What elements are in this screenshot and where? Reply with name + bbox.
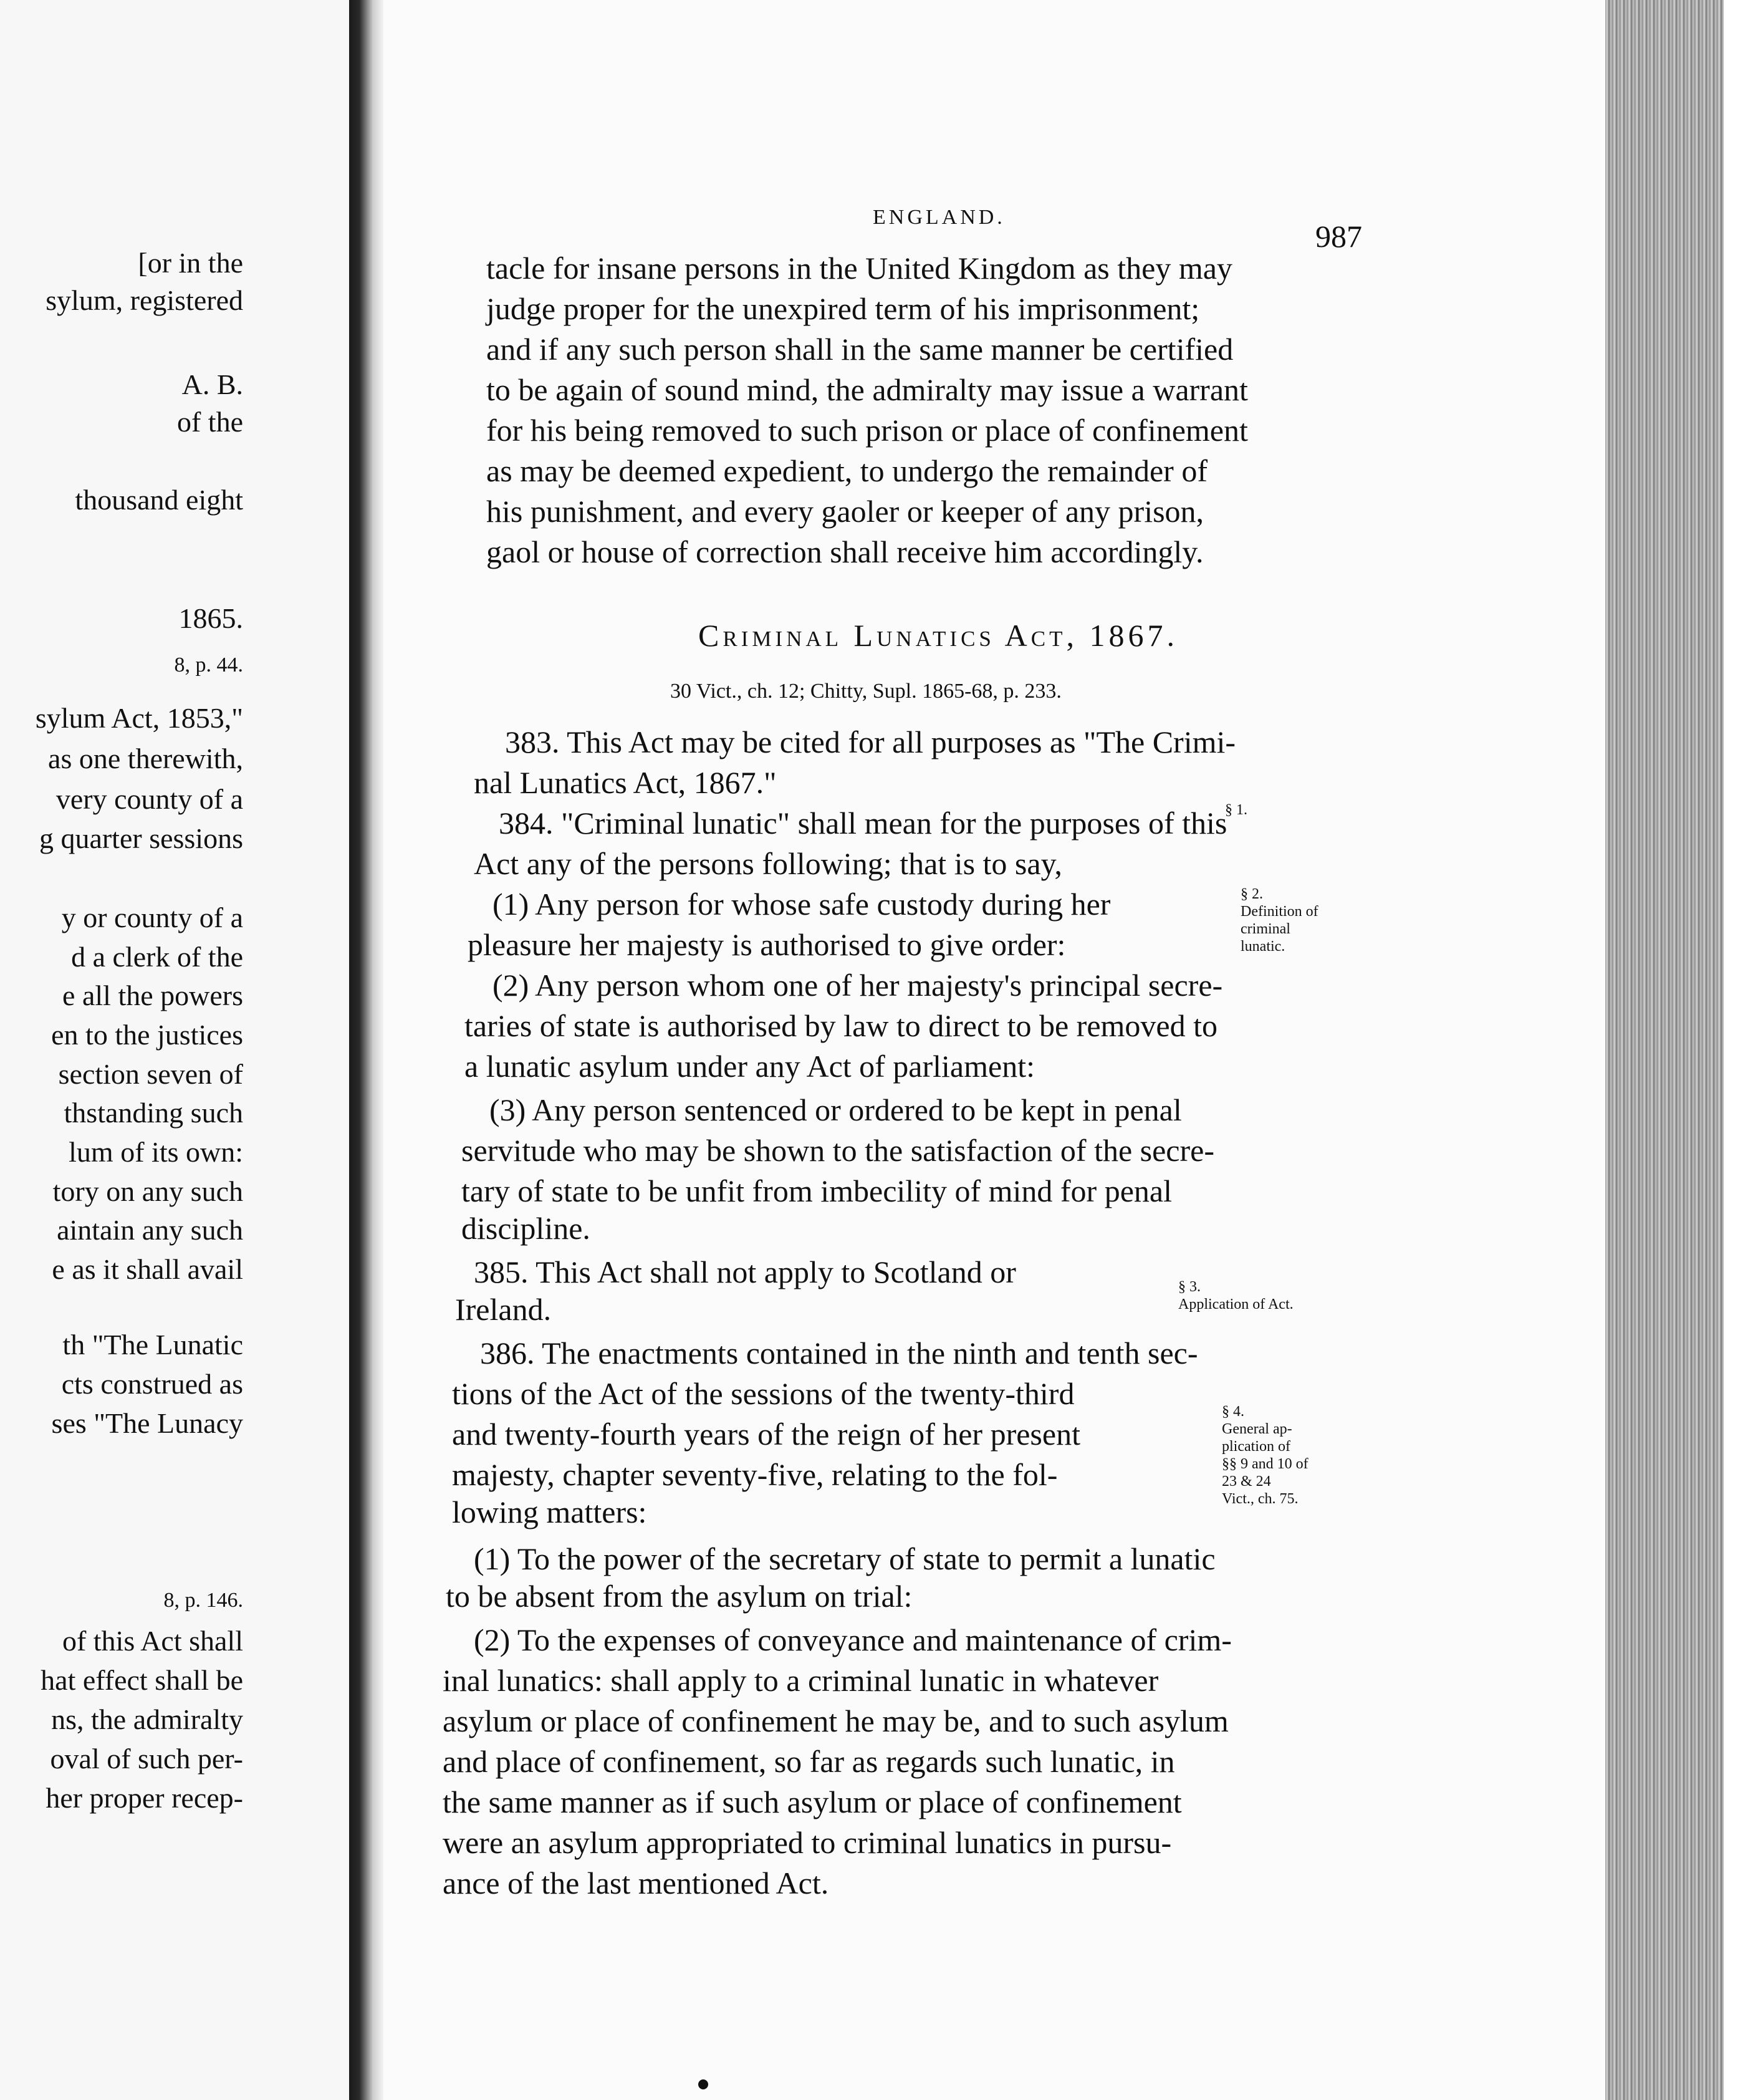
left-page-line: 8, p. 44. (174, 653, 243, 677)
left-page-line: ses "The Lunacy (51, 1407, 243, 1439)
left-page-line: hat effect shall be (41, 1664, 243, 1696)
left-page-line: en to the justices (51, 1019, 243, 1051)
left-page-line: of the (176, 406, 243, 438)
text-line: (2) To the expenses of conveyance and maintenance of crim- (474, 1622, 1232, 1657)
book-page-edges (1605, 0, 1753, 2100)
text-line: (2) Any person whom one of her majesty's principal secre- (492, 968, 1223, 1003)
left-page-line: th "The Lunatic (62, 1329, 243, 1361)
left-page-line: d a clerk of the (71, 941, 243, 973)
text-line: lowing matters: (452, 1495, 647, 1529)
left-page-line: thstanding such (64, 1097, 243, 1129)
margin-note-section-2: § 2. Definition of criminal lunatic. (1241, 886, 1318, 955)
text-line: ance of the last mentioned Act. (443, 1866, 829, 1900)
left-page-line: [or in the (138, 247, 243, 279)
left-page-line: as one therewith, (48, 743, 243, 774)
text-line: 384. "Criminal lunatic" shall mean for the purposes of this (499, 806, 1227, 840)
left-page-line: g quarter sessions (39, 822, 243, 854)
text-line: to be again of sound mind, the admiralty may issue a warrant (486, 372, 1248, 407)
text-line: (1) Any person for whose safe custody during her (492, 887, 1111, 922)
section-title: Criminal Lunatics Act, 1867. (698, 618, 1178, 653)
text-line: Act any of the persons following; that is to say, (474, 846, 1062, 881)
left-page-line: 1865. (178, 602, 243, 634)
left-page-line: aintain any such (57, 1214, 243, 1246)
text-line: 386. The enactments contained in the ninth and tenth sec- (480, 1336, 1198, 1370)
text-line: as may be deemed expedient, to undergo the remainder of (486, 453, 1208, 488)
left-page-line: tory on any such (52, 1175, 243, 1207)
text-line: gaol or house of correction shall receive him accordingly. (486, 534, 1204, 569)
left-page-line: 8, p. 146. (163, 1589, 243, 1612)
text-line: the same manner as if such asylum or place of confinement (443, 1785, 1182, 1819)
text-line: asylum or place of confinement he may be, and to such asylum (443, 1703, 1229, 1738)
text-line: 383. This Act may be cited for all purposes as "The Crimi- (505, 725, 1236, 759)
running-head: ENGLAND. (873, 206, 1006, 229)
left-page-line: cts construed as (61, 1368, 243, 1400)
left-page-line: section seven of (58, 1058, 243, 1090)
margin-note-section-1: § 1. (1225, 802, 1247, 818)
book-gutter-shadow (349, 0, 383, 2100)
left-page-line: her proper recep- (46, 1782, 243, 1814)
text-line: his punishment, and every gaoler or keeper of any prison, (486, 494, 1204, 529)
text-line: Ireland. (455, 1292, 552, 1327)
page-number: 987 (1315, 219, 1362, 254)
left-page-line: sylum Act, 1853," (35, 702, 243, 734)
text-line: tary of state to be unfit from imbecility of mind for penal (461, 1173, 1172, 1208)
left-page-line: ns, the admiralty (51, 1703, 243, 1735)
section-citation: 30 Vict., ch. 12; Chitty, Supl. 1865-68, p. 233. (670, 680, 1062, 703)
text-line: tions of the Act of the sessions of the twenty-third (452, 1376, 1075, 1411)
text-line: a lunatic asylum under any Act of parliament: (464, 1049, 1035, 1084)
left-facing-page (0, 0, 349, 2100)
text-line: for his being removed to such prison or place of confinement (486, 413, 1248, 448)
text-line: judge proper for the unexpired term of his imprisonment; (486, 291, 1200, 326)
left-page-line: e as it shall avail (52, 1253, 243, 1285)
margin-note-section-3: § 3. Application of Act. (1178, 1279, 1294, 1312)
left-page-line: of this Act shall (62, 1625, 243, 1657)
text-line: and twenty-fourth years of the reign of her present (452, 1417, 1080, 1452)
left-page-line: oval of such per- (50, 1743, 243, 1775)
text-line: majesty, chapter seventy-five, relating to the fol- (452, 1457, 1058, 1492)
text-line: servitude who may be shown to the satisfaction of the secre- (461, 1133, 1214, 1168)
left-page-line: very county of a (55, 783, 243, 815)
left-page-line: y or county of a (61, 902, 243, 933)
text-line: were an asylum appropriated to criminal lunatics in pursu- (443, 1825, 1172, 1860)
text-line: nal Lunatics Act, 1867." (474, 765, 777, 800)
print-dot-mark (698, 2079, 708, 2089)
text-line: 385. This Act shall not apply to Scotland or (474, 1255, 1016, 1289)
left-page-line: lum of its own: (69, 1136, 243, 1168)
text-line: inal lunatics: shall apply to a criminal lunatic in whatever (443, 1663, 1159, 1698)
left-page-line: thousand eight (75, 484, 243, 516)
margin-note-section-4: § 4. General ap- plication of §§ 9 and 10 of 23 & 24 Vict., ch. 75. (1222, 1404, 1309, 1507)
text-line: (1) To the power of the secretary of state to permit a lunatic (474, 1541, 1216, 1576)
left-page-line: e all the powers (62, 980, 243, 1011)
text-line: tacle for insane persons in the United Kingdom as they may (486, 251, 1232, 286)
text-line: (3) Any person sentenced or ordered to be kept in penal (489, 1092, 1182, 1127)
text-line: to be absent from the asylum on trial: (446, 1579, 913, 1614)
text-line: and if any such person shall in the same manner be certified (486, 332, 1234, 367)
text-line: discipline. (461, 1211, 590, 1246)
left-page-line: sylum, registered (46, 284, 243, 316)
text-line: taries of state is authorised by law to direct to be removed to (464, 1008, 1217, 1043)
text-line: and place of confinement, so far as regards such lunatic, in (443, 1744, 1175, 1779)
text-line: pleasure her majesty is authorised to give order: (468, 927, 1066, 962)
left-page-line: A. B. (181, 368, 243, 400)
